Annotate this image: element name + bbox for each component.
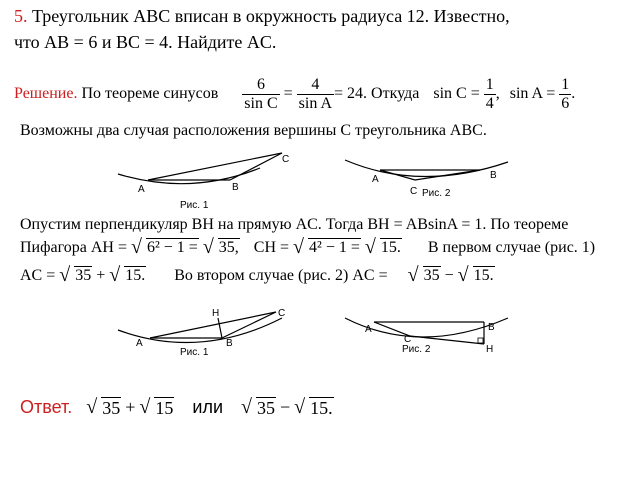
- top2-label-B: B: [490, 170, 497, 181]
- perpendicular-line-2: Пифагора AH = √ 6² − 1 = √ 35, CH = √ 4² − 1 = √ 15. В первом случае (рис. 1): [20, 236, 596, 258]
- answer-a1: 35: [102, 397, 121, 418]
- bot2-caption: Рис. 2: [402, 344, 431, 355]
- top1-label-C: C: [282, 154, 290, 165]
- bot2-label-A: A: [365, 324, 372, 335]
- perpendicular-line-3: AC = √ 35 + √ 15. Во втором случае (рис. 2) AC = √ 35 − √ 15.: [20, 264, 494, 286]
- solution-line: Решение. По теореме синусов $\frac{6}{\text{sin C}}$ = $\frac{4}{\text{sin A}}$ = 24. Откуда sin C = $\frac{1}{4}$ , sin A = $\frac{1}{6}$ .: [14, 75, 576, 112]
- top2-caption: Рис. 2: [422, 188, 451, 199]
- case2-b: 15.: [473, 267, 494, 284]
- ah-result: 35,: [218, 239, 239, 256]
- top2-label-C: C: [410, 186, 418, 197]
- top1-caption: Рис. 1: [180, 200, 209, 211]
- fraction-4-sinA: $\frac{4}{\text{sin A}}$: [298, 75, 333, 112]
- sine-theorem-text: По теореме синусов: [81, 85, 219, 102]
- problem-text-1: Треугольник ABC вписан в окружность радиуса 12. Известно,: [32, 6, 510, 26]
- sinC-label: sin C =: [433, 85, 480, 102]
- perpendicular-line-1: Опустим перпендикуляр BH на прямую AC. Тогда BH = ABsinA = 1. По теореме: [20, 216, 569, 233]
- top1-label-B: B: [232, 182, 239, 193]
- ac-prefix: AC =: [20, 266, 56, 284]
- answer-op1: +: [125, 397, 136, 417]
- bottom-figure-2: [345, 318, 508, 355]
- bot2-label-C: C: [404, 334, 412, 345]
- case1-a: 35: [75, 267, 92, 284]
- case2-op: −: [444, 266, 454, 284]
- ch-result: 15.: [380, 239, 401, 256]
- whence-text: Откуда: [371, 85, 420, 102]
- ch-prefix: CH =: [253, 238, 290, 256]
- top-figure-1: [118, 153, 289, 211]
- answer-line: Ответ. √ 35 + √ 15 или √ 35 − √ 15.: [20, 396, 333, 418]
- second-case-text: Во втором случае (рис. 2) AC =: [174, 266, 388, 284]
- first-case-text: В первом случае (рис. 1): [427, 238, 596, 256]
- answer-op2: −: [280, 397, 291, 417]
- equals-24: = 24.: [334, 85, 368, 102]
- bot1-label-C: C: [278, 308, 286, 319]
- sinA-label: sin A =: [509, 85, 556, 102]
- fraction-sinA: $\frac{1}{6}$: [561, 75, 570, 112]
- fraction-sinC: $\frac{1}{4}$: [485, 75, 494, 112]
- top-figure-2: [345, 160, 508, 199]
- case2-a: 35: [423, 267, 440, 284]
- solution-label: Решение.: [14, 85, 78, 102]
- top2-label-A: A: [372, 174, 379, 185]
- answer-label: Ответ.: [20, 397, 73, 417]
- two-cases-text: Возможны два случая расположения вершины C треугольника ABC.: [20, 122, 487, 139]
- bot2-label-B: B: [488, 322, 495, 333]
- bot1-label-B: B: [226, 338, 233, 349]
- case1-op: +: [96, 266, 106, 284]
- answer-b2: 15.: [310, 397, 333, 418]
- ch-radicand: 4² − 1 =: [309, 239, 360, 256]
- fraction-6-sinC: $\frac{6}{\text{sin C}}$: [244, 75, 278, 112]
- bot1-label-H: H: [212, 308, 220, 319]
- answer-a2: 35: [257, 397, 276, 418]
- case1-b: 15.: [125, 267, 146, 284]
- bot1-caption: Рис. 1: [180, 347, 209, 358]
- ah-radicand: 6² − 1 =: [146, 239, 198, 256]
- problem-text-2: что AB = 6 и BC = 4. Найдите AC.: [14, 32, 277, 52]
- bot2-label-H: H: [486, 344, 494, 355]
- problem-number: 5.: [14, 6, 28, 26]
- answer-b1: 15: [155, 397, 174, 418]
- bot1-label-A: A: [136, 338, 143, 349]
- answer-or: или: [192, 397, 224, 417]
- bottom-figure-1: [118, 308, 285, 358]
- ah-prefix: Пифагора AH =: [20, 238, 127, 256]
- top1-label-A: A: [138, 184, 145, 195]
